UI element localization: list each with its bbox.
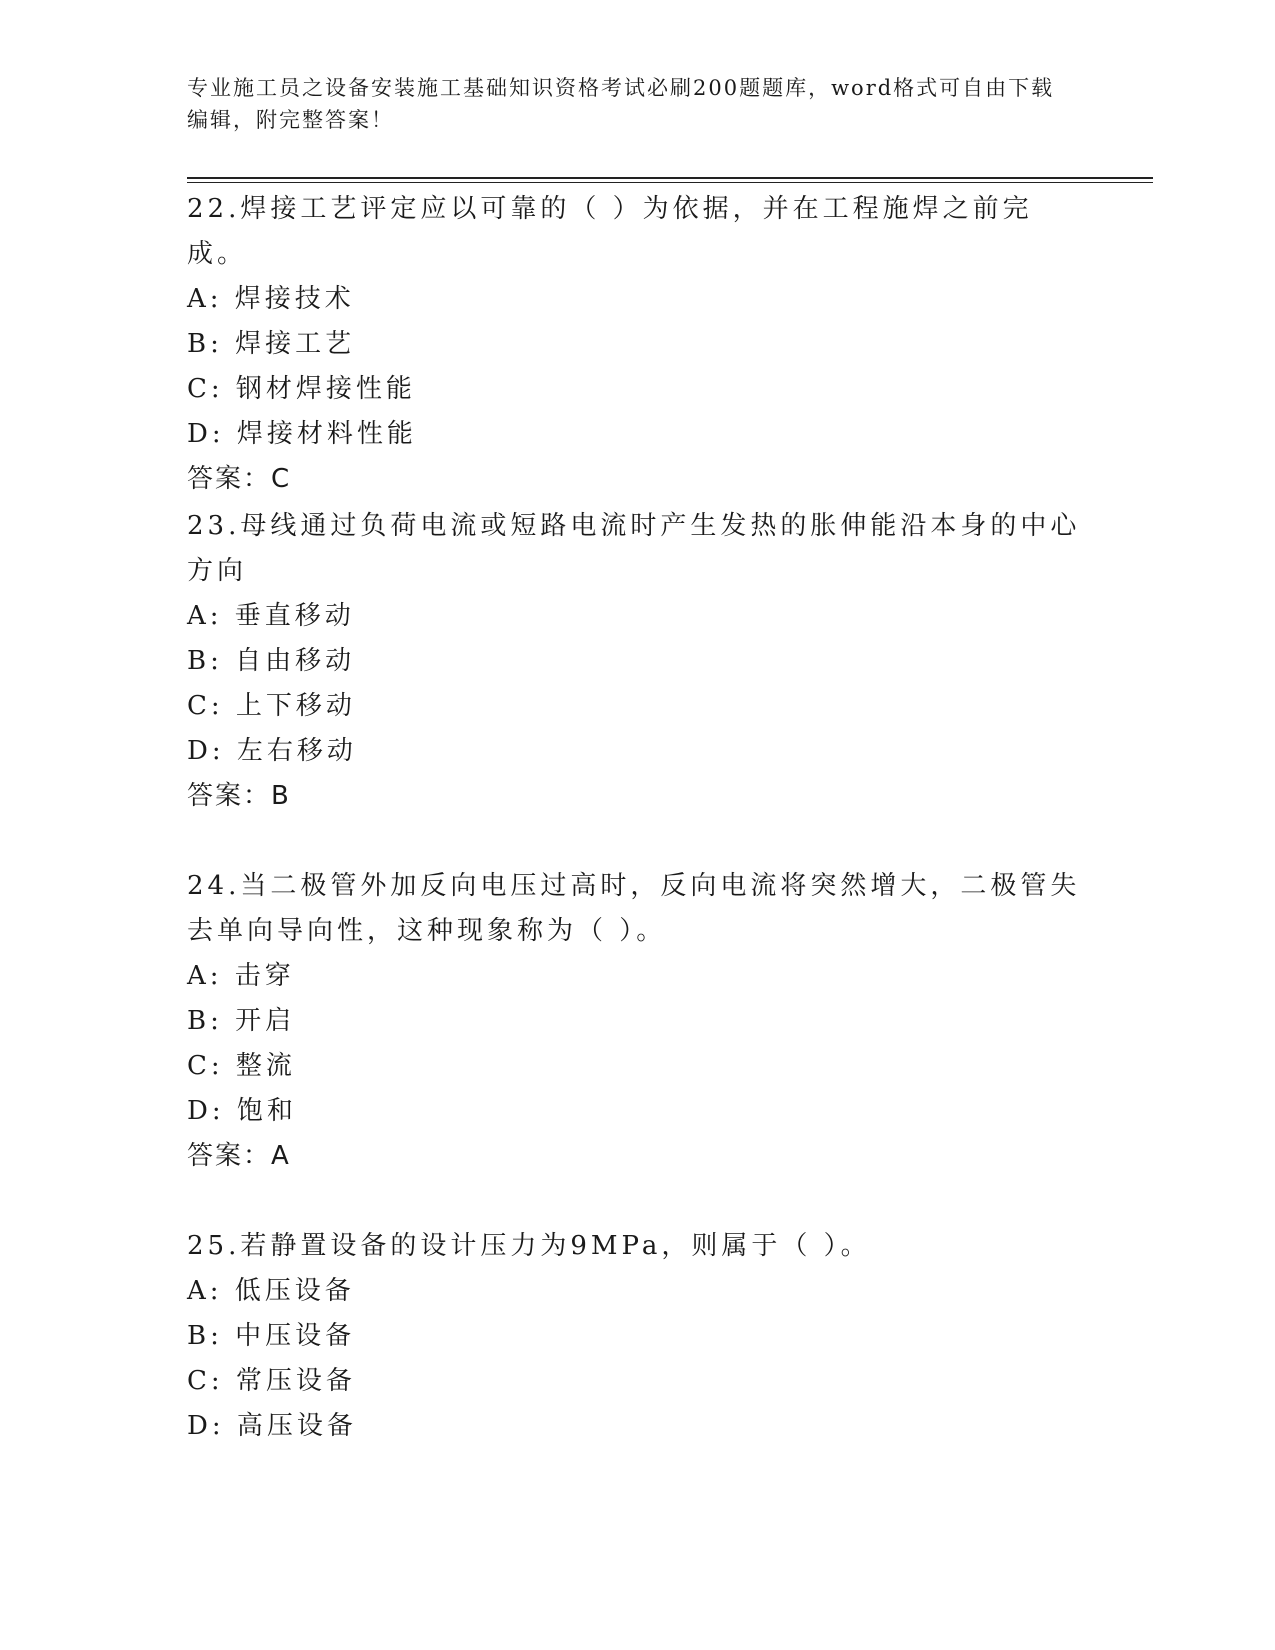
question-stem: 22.焊接工艺评定应以可靠的（ ）为依据，并在工程施焊之前完成。 (187, 194, 1033, 269)
option-d: D: 饱和 (187, 1096, 297, 1126)
option-a: A: 低压设备 (187, 1276, 355, 1306)
option-a: A: 焊接技术 (187, 284, 355, 314)
question-24 (187, 864, 1087, 1179)
header-rule-thin (187, 182, 1153, 183)
answer: 答案：A (187, 1141, 291, 1171)
question-22 (187, 187, 1087, 502)
option-c: C: 整流 (187, 1051, 296, 1081)
option-b: B: 焊接工艺 (187, 329, 356, 359)
answer: 答案：B (187, 781, 291, 811)
option-d: D: 左右移动 (187, 736, 357, 766)
question-23 (187, 504, 1087, 819)
question-stem: 24.当二极管外加反向电压过高时，反向电流将突然增大，二极管失去单向导向性，这种现象称为（ ）。 (187, 871, 1081, 946)
question-stem: 25.若静置设备的设计压力为9MPa，则属于（ ）。 (187, 1231, 871, 1261)
option-c: C: 上下移动 (187, 691, 356, 721)
answer: 答案：C (187, 464, 292, 494)
option-c: C: 钢材焊接性能 (187, 374, 416, 404)
option-a: A: 击穿 (187, 961, 295, 991)
option-c: C: 常压设备 (187, 1366, 356, 1396)
option-b: B: 开启 (187, 1006, 296, 1036)
option-a: A: 垂直移动 (187, 601, 355, 631)
option-d: D: 焊接材料性能 (187, 419, 417, 449)
option-b: B: 自由移动 (187, 646, 356, 676)
option-b: B: 中压设备 (187, 1321, 356, 1351)
document-header: 专业施工员之设备安装施工基础知识资格考试必刷200题题库，word格式可自由下载编辑，附完整答案！ (187, 76, 1055, 132)
option-d: D: 高压设备 (187, 1411, 357, 1441)
header-rule-thick (187, 177, 1153, 179)
question-stem: 23.母线通过负荷电流或短路电流时产生发热的胀伸能沿本身的中心方向 (187, 511, 1081, 586)
question-25 (187, 1224, 1087, 1449)
